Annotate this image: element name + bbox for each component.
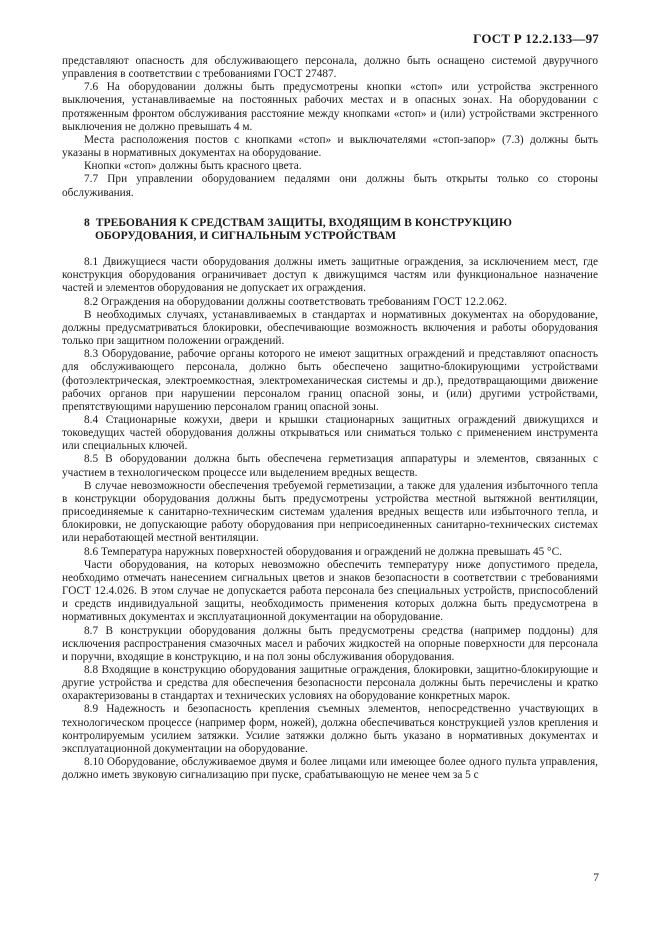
section-title-line1: ТРЕБОВАНИЯ К СРЕДСТВАМ ЗАЩИТЫ, ВХОДЯЩИМ В КОНСТРУКЦИЮ bbox=[95, 215, 512, 229]
paragraph: 8.7 В конструкции оборудования должны быть предусмотрены средства (например поддоны) для исключения распространения смазочных масел и рабочих жидкостей на опорные поверхности для персонала и поручни, входящие в конструкцию, и на пол зоны обслуживания оборудования. bbox=[62, 624, 598, 663]
paragraph: 8.3 Оборудование, рабочие органы которого не имеют защитных ограждений и представляют опасность для обслуживающего персонала, должно быть обеспечено защитно-блокирующими устройствами (фотоэлектрическая, электроемкостная, электромеханическая системы и др.), предотвращающими движение рабочих органов при нарушении персоналом границ опасной зоны, и (или) другими устройствами, препятствующими нарушению персоналом границ опасной зоны. bbox=[62, 348, 598, 413]
section-title bbox=[62, 216, 598, 242]
paragraph: 7.6 На оборудовании должны быть предусмотрены кнопки «стоп» или устройства экстренного выключения, устанавливаемые на постоянных рабочих местах и в опасных зонах. На оборудовании с протяженным фронтом обслуживания расстояние между кнопками «стоп» и (или) устройствами экстренного выключения не должно превышать 4 м. bbox=[62, 81, 598, 133]
page-number: 7 bbox=[593, 872, 599, 884]
paragraph: 8.1 Движущиеся части оборудования должны иметь защитные ограждения, за исключением мест, где конструкция оборудования ограничивает доступ к движущимся частям или функциональное назначение частей и элементов оборудования не допускает их ограждения. bbox=[62, 256, 598, 295]
paragraphs-after-section bbox=[62, 256, 598, 782]
paragraph: 8.4 Стационарные кожухи, двери и крышки стационарных защитных ограждений движущихся и токоведущих частей оборудования должны открываться или сниматься только с применением инструмента или специальных ключей. bbox=[62, 414, 598, 453]
paragraph: В случае невозможности обеспечения требуемой герметизации, а также для удаления избыточного тепла в конструкции оборудования должны быть предусмотрены устройства местной вытяжной вентиляции, присоединяемые к санитарно-техническим системам удаления вредных веществ или избыточного тепла, и блокировки, не допускающие работу оборудования при неприсоединенных санитарно-технических системах или неработающей местной вентиляции. bbox=[62, 479, 598, 545]
paragraph: Места расположения постов с кнопками «стоп» и выключателями «стоп-запор» (7.3) должны быть указаны в нормативных документах на оборудование. bbox=[62, 133, 598, 160]
paragraph: 8.5 В оборудовании должна быть обеспечена герметизация аппаратуры и элементов, связанных с участием в технологическом процессе или выделением вредных веществ. bbox=[62, 453, 598, 479]
document-body bbox=[62, 55, 598, 782]
paragraphs-before-section bbox=[62, 55, 598, 200]
section-title-line2: ОБОРУДОВАНИЯ, И СИГНАЛЬНЫМ УСТРОЙСТВАМ bbox=[95, 228, 397, 242]
paragraph: Кнопки «стоп» должны быть красного цвета. bbox=[84, 160, 302, 173]
paragraph: В необходимых случаях, устанавливаемых в стандартах и нормативных документах на оборудование, должны предусматриваться блокировки, обеспечивающие возможность включения и работы оборудования только при защитном положении ограждений. bbox=[62, 308, 598, 348]
paragraph: 8.2 Ограждения на оборудовании должны соответствовать требованиям ГОСТ 12.2.062. bbox=[84, 295, 508, 308]
paragraph: 8.10 Оборудование, обслуживаемое двумя и более лицами или имеющее более одного пульта управления, должно иметь звуковую сигнализацию при пуске, срабатывающую не менее чем за 5 с bbox=[62, 756, 598, 782]
paragraph: 7.7 При управлении оборудованием педалями они должны быть открыты только со стороны обслуживания. bbox=[62, 173, 598, 199]
paragraph: представляют опасность для обслуживающего персонала, должно быть оснащено системой двуручного управления в соответствии с требованиями ГОСТ 27487. bbox=[62, 55, 598, 81]
section-number: 8 bbox=[84, 215, 90, 229]
standard-header: ГОСТ Р 12.2.133—97 bbox=[473, 31, 599, 46]
paragraph: 8.8 Входящие в конструкцию оборудования защитные ограждения, блокировки, защитно-блокирующие и другие устройства и средства для обеспечения безопасности персонала должны быть перечислены и кратко охарактеризованы в стандартах и технических условиях на оборудование конкретных марок. bbox=[62, 663, 598, 703]
paragraph: 8.9 Надежность и безопасность крепления съемных элементов, непосредственно участвующих в технологическом процессе (например форм, ножей), должна обеспечиваться конструкцией узлов крепления и контролируемым усилием затяжки. Усилие затяжки должно быть указано в нормативных документах и эксплуатационной документации на оборудование. bbox=[62, 703, 598, 755]
paragraph: Части оборудования, на которых невозможно обеспечить температуру ниже допустимого предела, необходимо отмечать нанесением сигнальных цветов и знаков безопасности в соответствии с требованиями ГОСТ 12.4.026. В этом случае не допускается работа персонала без специальных устройств, приспособлений и средств индивидуальной защиты, необходимость применения которых должна быть предусмотрена в нормативных документах и эксплуатационной документации на оборудование. bbox=[62, 558, 598, 624]
paragraph: 8.6 Температура наружных поверхностей оборудования и ограждений не должна превышать 45 °С. bbox=[84, 545, 562, 558]
